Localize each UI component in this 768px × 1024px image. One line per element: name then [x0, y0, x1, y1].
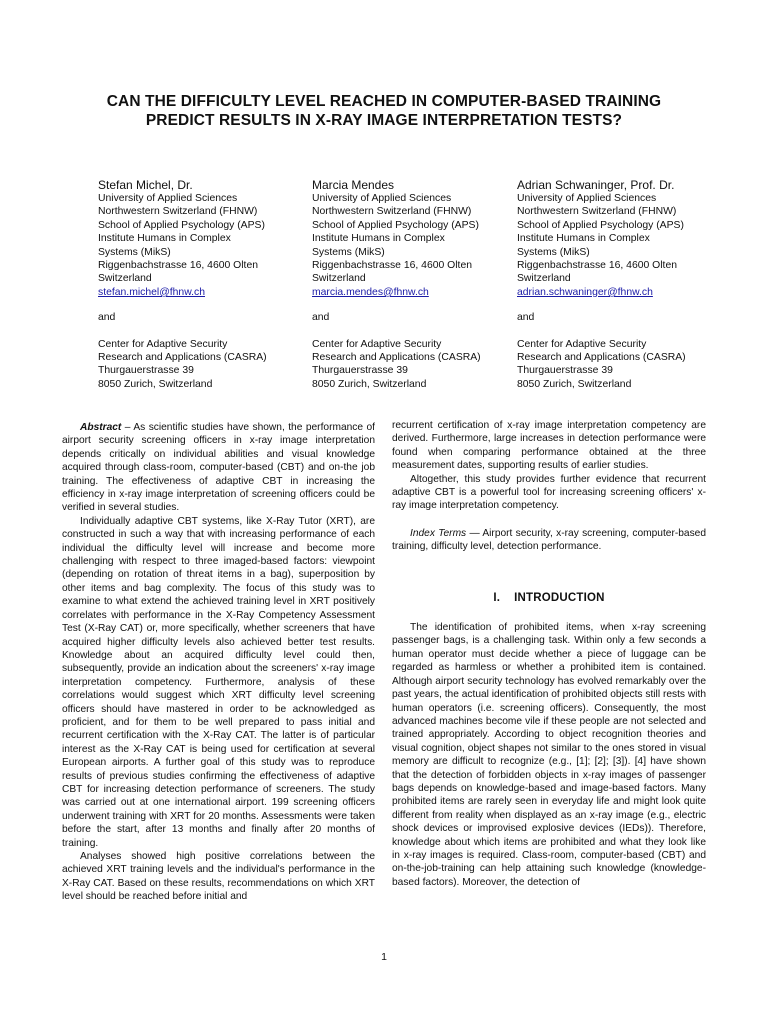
page-number: 1	[381, 951, 387, 963]
affiliation-line: School of Applied Psychology (APS)	[517, 219, 684, 231]
affiliation-line: Northwestern Switzerland (FHNW)	[517, 206, 677, 218]
affiliation-line: Institute Humans in Complex	[312, 233, 445, 245]
author-email-link[interactable]: adrian.schwaninger@fhnw.ch	[517, 286, 653, 298]
affiliation-line: School of Applied Psychology (APS)	[312, 219, 479, 231]
affiliation-line: Northwestern Switzerland (FHNW)	[312, 206, 472, 218]
affiliation-line: Center for Adaptive Security	[517, 338, 647, 350]
affiliation-line: Switzerland	[98, 273, 152, 285]
affiliation-line: Thurgauerstrasse 39	[312, 365, 408, 377]
affiliation-line: Systems (MikS)	[312, 246, 385, 258]
affiliation-line: Institute Humans in Complex	[517, 233, 650, 245]
affiliation-line: Thurgauerstrasse 39	[517, 365, 613, 377]
title-line-1: CAN THE DIFFICULTY LEVEL REACHED IN COMPUTER-BASED TRAINING	[106, 93, 662, 110]
author-name: Marcia Mendes	[312, 178, 395, 192]
affiliation-line: Systems (MikS)	[98, 246, 171, 258]
affiliation-line: Northwestern Switzerland (FHNW)	[98, 206, 258, 218]
abstract-paragraph	[62, 421, 375, 515]
right-column	[392, 419, 706, 889]
affiliation-line: Center for Adaptive Security	[98, 338, 228, 350]
affiliation-line: Center for Adaptive Security	[312, 338, 442, 350]
affiliation-line: Research and Applications (CASRA)	[312, 352, 481, 364]
affiliation-line: 8050 Zurich, Switzerland	[517, 378, 632, 390]
affiliation-line: Institute Humans in Complex	[98, 233, 231, 245]
author-email-link[interactable]: marcia.mendes@fhnw.ch	[312, 286, 429, 298]
index-terms-text: — Airport security, x-ray screening, computer-based training, difficulty level, detection performance.	[392, 527, 706, 553]
author-block-1	[98, 178, 303, 391]
abstract-text: – As scientific studies have shown, the performance of airport security screening officers in x-ray image interpretation depends critically on individual abilities and visual knowledge acquired through class-room, computer-based (CBT) and on-the job training. The effectiveness of adaptive CBT in increasing the efficiency in x-ray image interpretation of screening officers could be verified in several studies.	[62, 422, 375, 514]
affiliation-line: University of Applied Sciences	[98, 193, 238, 204]
author-block-3	[517, 178, 717, 391]
author-name: Stefan Michel, Dr.	[98, 178, 193, 192]
affiliation-line: University of Applied Sciences	[517, 193, 657, 204]
affiliation-line: Thurgauerstrasse 39	[98, 365, 194, 377]
index-terms	[392, 527, 706, 554]
paper-title	[40, 92, 728, 130]
affiliation-line: Riggenbachstrasse 16, 4600 Olten	[517, 260, 678, 272]
affiliation-line: University of Applied Sciences	[312, 193, 452, 204]
introduction-paragraph: The identification of prohibited items, when x-ray screening passenger bags, is a challenging task. Within only a few seconds a human operator must decide whether a piece of luggage can be regarded as harmless or whether a prohibited item is contained. Although airport security technology has evolved remarkably over the past years, the actual identification of prohibited objects still rests with human operators (i.e. screening officers). Consequently, the most advanced machines become vile if these people are not selected and trained appropriately. According to object recognition theories and visual cognition, object shapes not similar to the ones stored in visual memory are difficult to recognize (e.g., [1]; [2]; [3]). [4] have shown that the detection of forbidden objects in x-ray images of passenger bags depends on knowledge-based and image-based factors. Many prohibited items are rarely seen in everyday life and might look quite different from reality when displayed as an x-ray image (e.g., electric shock devices or improvised explosive devices (IEDs)). Therefore, knowledge about which items are prohibited and what they look like in x-ray images is required. Class-room, computer-based (CBT) and on-the-job-training can help attaining such knowledge (knowledge-based factors). Moreover, the detection of	[392, 622, 706, 888]
and-separator: and	[312, 312, 330, 324]
affiliation-line: School of Applied Psychology (APS)	[98, 219, 265, 231]
author-email-link[interactable]: stefan.michel@fhnw.ch	[98, 286, 206, 298]
abstract-paragraph-continued: recurrent certification of x-ray image interpretation competency are derived. Furthermore, large increases in detection performance were found when comparing performance obtained at the three measurement dates, supporting results of earlier studies.	[392, 420, 706, 472]
affiliation-line: Switzerland	[312, 273, 366, 285]
affiliation-line: 8050 Zurich, Switzerland	[98, 378, 213, 390]
section-number: I.	[493, 591, 501, 604]
left-column	[62, 421, 375, 904]
section-heading	[392, 592, 706, 605]
author-name: Adrian Schwaninger, Prof. Dr.	[517, 178, 675, 192]
and-separator: and	[98, 312, 116, 324]
abstract-paragraph: Analyses showed high positive correlations between the achieved XRT training levels and the individual's performance in the X-Ray CAT. Based on these results, recommendations on which XRT level should be reached before initial and	[62, 851, 375, 903]
affiliation-line: Research and Applications (CASRA)	[517, 352, 686, 364]
affiliation-line: Research and Applications (CASRA)	[98, 352, 267, 364]
index-terms-label: Index Terms	[410, 527, 467, 539]
affiliation-line: Riggenbachstrasse 16, 4600 Olten	[98, 260, 259, 272]
and-separator: and	[517, 312, 535, 324]
title-line-2: PREDICT RESULTS IN X-RAY IMAGE INTERPRETATION TESTS?	[145, 112, 623, 129]
abstract-paragraph: Individually adaptive CBT systems, like X-Ray Tutor (XRT), are constructed in such a way that with increasing performance of each individual the difficulty level will increase and become more challenging with respect to three imaged-based factors: viewpoint (depending on rotation of threat items in a bag), superposition by other items and bag complexity. The focus of this study was to examine to what extend the achieved training level in XRT positively correlates with performance in the X-Ray Competency Assessment Test (X-Ray CAT) or, more specifically, whether screeners that have acquired higher difficulty levels also achieved better test results. Knowledge about an acquired difficulty level could then, subsequently, provide an indication about the screeners' x-ray image interpretation competency. Furthermore, analysis of these correlations would suggest which XRT difficulty level screening officers should have mastered in order to be acknowledged as proficient, and for them to be well prepared to pass initial and recurrent certification with the X-Ray CAT. The latter is of particular interest as the X-Ray CAT is being used for certification at several European airports. A further goal of this study was to reproduce results of previous studies confirming the effectiveness of adaptive CBT for increasing detection performance of screeners. The study was carried out at one international airport. 199 screening officers underwent training with XRT for 20 months. Assessments were taken before the start, after 13 months and finally after 20 months of training.	[62, 515, 375, 849]
section-title: INTRODUCTION	[514, 591, 605, 604]
affiliation-line: Riggenbachstrasse 16, 4600 Olten	[312, 260, 473, 272]
abstract-label: Abstract	[80, 422, 122, 433]
abstract-paragraph: Altogether, this study provides further evidence that recurrent adaptive CBT is a powerful tool for increasing screening officers' x-ray image interpretation competency.	[392, 473, 706, 512]
affiliation-line: Systems (MikS)	[517, 246, 590, 258]
author-block-2	[312, 178, 512, 391]
affiliation-line: Switzerland	[517, 273, 571, 285]
affiliation-line: 8050 Zurich, Switzerland	[312, 378, 427, 390]
